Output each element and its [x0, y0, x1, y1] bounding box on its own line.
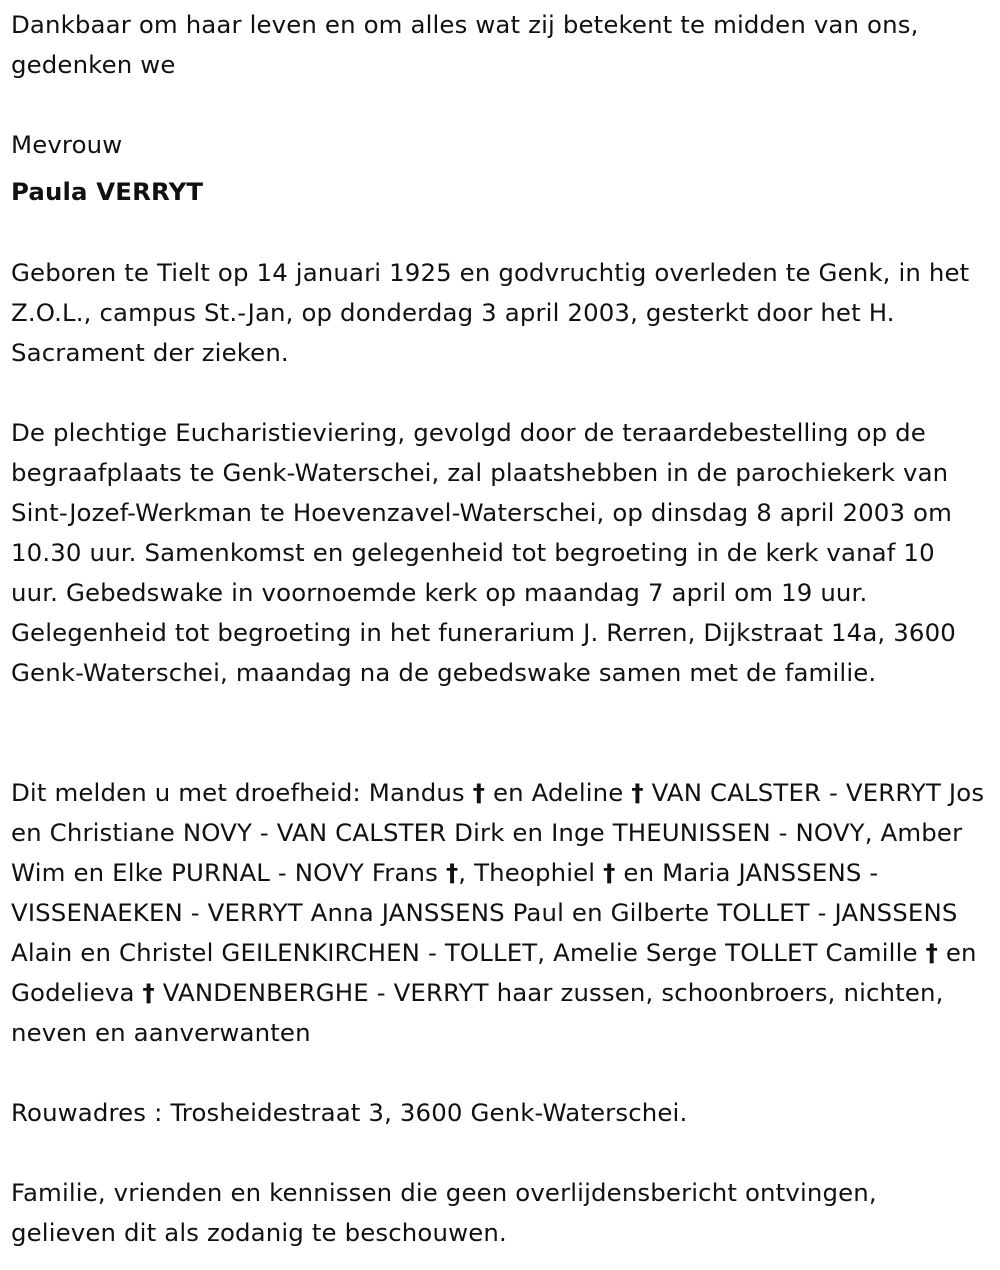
family-text-segment: , Theophiel — [458, 858, 596, 887]
cross-icon: † — [472, 778, 486, 807]
family-text-segment: VAN CALSTER - VERRYT Jos en Christiane NOVY - VAN CALSTER Dirk en Inge THEUNISSEN - NOVY, Amber Wim en Elke PURNAL - NOVY Frans — [11, 778, 985, 887]
cross-icon: † — [603, 858, 616, 887]
deceased-name: Paula VERRYT — [11, 177, 204, 206]
family-text-segment: en Godelieva — [11, 938, 977, 1007]
family-text-segment: VANDENBERGHE - VERRYT haar zussen, schoonbroers, nichten, neven en aanverwanten — [11, 978, 944, 1047]
cross-icon: † — [631, 778, 644, 807]
cross-icon: † — [925, 938, 938, 967]
ceremony-paragraph: De plechtige Eucharistieviering, gevolgd door de teraardebestelling op de begraafplaats te Genk-Waterschei, zal plaatshebben in de parochiekerk van Sint-Jozef-Werkman te Hoevenzavel-Waterschei, op dinsdag 8 april 2003 om 10.30 uur. Samenkomst en gelegenheid tot begroeting in de kerk vanaf 10 uur. Gebedswake in voornoemde kerk op maandag 7 april om 19 uur. Gelegenheid tot begroeting in het funerarium J. Rerren, Dijkstraat 14a, 3600 Genk-Waterschei, maandag na de gebedswake samen met de familie. — [11, 418, 956, 687]
family-text-segment: en Adeline — [492, 778, 624, 807]
closing-paragraph: Familie, vrienden en kennissen die geen overlijdensbericht ontvingen, gelieven dit als zodanig te beschouwen. — [11, 1178, 877, 1247]
family-text-segment: en Maria JANSSENS - VISSENAEKEN - VERRYT Anna JANSSENS Paul en Gilberte TOLLET - JANSSENS Alain en Christel GEILENKIRCHEN - TOLLET, Amelie Serge TOLLET Camille — [11, 858, 958, 967]
honorific-title: Mevrouw — [11, 130, 123, 159]
family-paragraph — [11, 773, 986, 1053]
intro-text: Dankbaar om haar leven en om alles wat zij betekent te midden van ons, gedenken we — [11, 10, 919, 79]
family-text-segment: Dit melden u met droefheid: Mandus — [11, 778, 465, 807]
cross-icon: † — [445, 858, 459, 887]
mourning-address: Rouwadres : Trosheidestraat 3, 3600 Genk-Waterschei. — [11, 1098, 688, 1127]
birth-death-paragraph: Geboren te Tielt op 14 januari 1925 en godvruchtig overleden te Genk, in het Z.O.L., campus St.-Jan, op donderdag 3 april 2003, gesterkt door het H. Sacrament der zieken. — [11, 258, 970, 367]
cross-icon: † — [142, 978, 155, 1007]
